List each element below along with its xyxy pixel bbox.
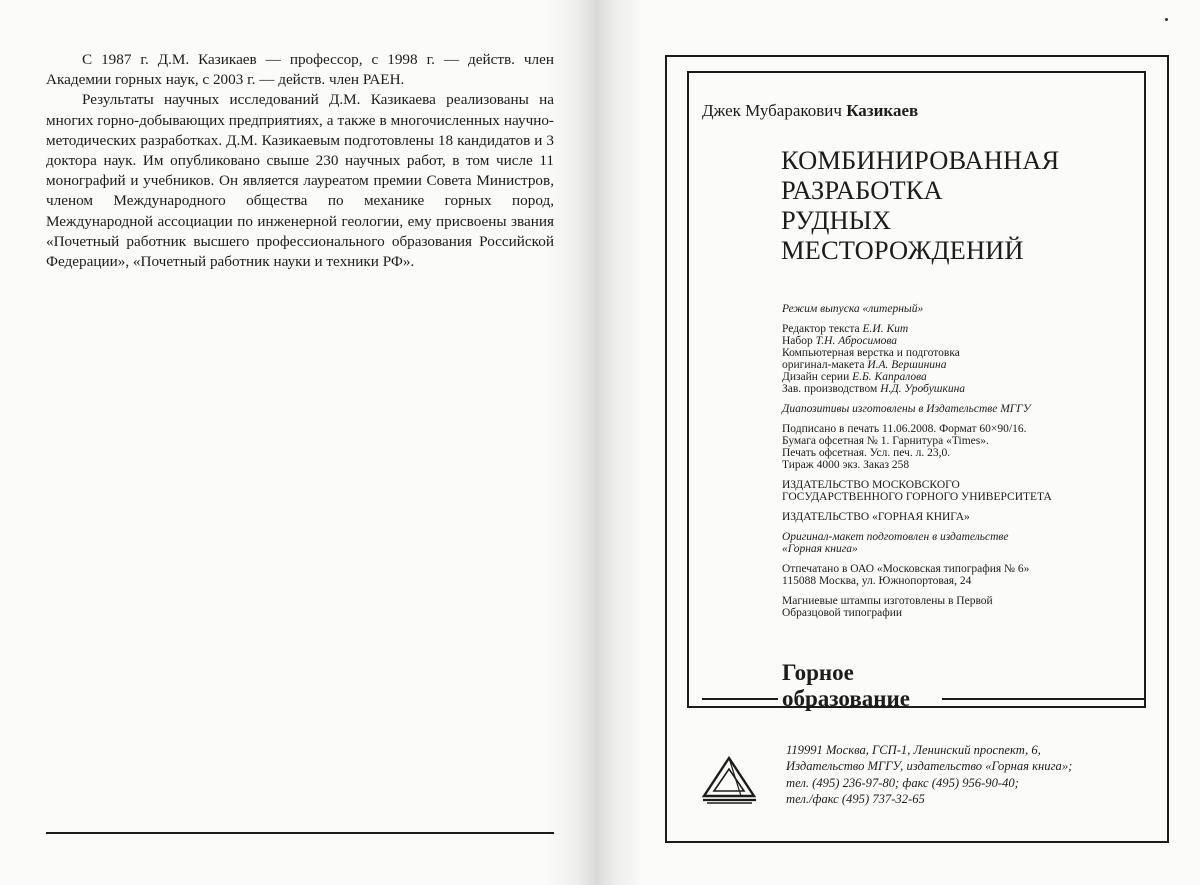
credit-name: Н.Д. Уробушкина — [880, 383, 965, 395]
original-layout-line: Оригинал-макет подготовлен в издательстве — [782, 531, 1142, 543]
book-title — [781, 145, 1059, 265]
print-spec-line: Бумага офсетная № 1. Гарнитура «Times». — [782, 435, 1142, 447]
address-line: тел./факс (495) 737-32-65 — [786, 791, 1072, 807]
printed-at-line: 115088 Москва, ул. Южнопортовая, 24 — [782, 575, 1142, 587]
stamps-line: Образцовой типографии — [782, 607, 1142, 619]
printed-at-line: Отпечатано в ОАО «Московская типография № 6» — [782, 563, 1142, 575]
credit-line — [782, 383, 1142, 395]
series-name — [782, 660, 910, 712]
stamps-line: Магниевые штампы изготовлены в Первой — [782, 595, 1142, 607]
author-first-names: Джек Мубаракович — [702, 101, 842, 120]
credit-role: Зав. производством — [782, 383, 877, 395]
credit-line — [782, 347, 1142, 359]
series-line-2: образование — [782, 686, 910, 712]
credit-name: Е.Б. Капралова — [852, 371, 927, 383]
credit-line — [782, 335, 1142, 347]
credit-line — [782, 371, 1142, 383]
series-line-1: Горное — [782, 660, 910, 686]
credit-line — [782, 323, 1142, 335]
bio-paragraph-2: Результаты научных исследований Д.М. Казикаева реализованы на многих горно-добывающих предприятиях, а также в многочисленных научно-методических разработках. Д.М. Казикаевым подготовлены 18 кандидатов и 3 доктора наук. Им опубликовано свыше 230 научных работ, в том числе 11 монографий и учебников. Он является лауреатом премии Совета Министров, членом Международного общества по механике горных пород, Международной ассоциации по инженерной геологии, ему присвоены звания «Почетный работник высшего профессионального образования Российской Федерации», «Почетный работник науки и техники РФ». — [46, 90, 554, 272]
publisher-mggu — [782, 479, 1142, 503]
print-spec-line: Печать офсетная. Усл. печ. л. 23,0. — [782, 447, 1142, 459]
credit-name: Е.И. Кит — [863, 323, 909, 335]
publisher-line: ГОСУДАРСТВЕННОГО ГОРНОГО УНИВЕРСИТЕТА — [782, 491, 1142, 503]
biography-text — [46, 50, 554, 272]
credit-name: Т.Н. Абросимова — [816, 335, 897, 347]
credit-role: Компьютерная верстка и подготовка — [782, 347, 960, 359]
original-layout-note — [782, 531, 1142, 555]
printed-at — [782, 563, 1142, 587]
address-line: Издательство МГГУ, издательство «Горная книга»; — [786, 758, 1072, 774]
bio-paragraph-1: С 1987 г. Д.М. Казикаев — профессор, с 1998 г. — действ. член Академии горных наук, с 2003 г. — действ. член РАЕН. — [46, 50, 554, 90]
credit-role: Дизайн серии — [782, 371, 849, 383]
publisher-triangle-logo-icon — [701, 752, 759, 804]
title-line: КОМБИНИРОВАННАЯ — [781, 145, 1059, 175]
address-line: 119991 Москва, ГСП-1, Ленинский проспект, 6, — [786, 742, 1072, 758]
print-specs — [782, 423, 1142, 471]
publisher-address — [786, 742, 1072, 808]
left-page — [0, 0, 595, 885]
series-rule-right — [942, 698, 1146, 700]
scan-speck — [1165, 18, 1168, 21]
credit-role: Набор — [782, 335, 813, 347]
title-line: МЕСТОРОЖДЕНИЙ — [781, 235, 1059, 265]
author-surname: Казикаев — [846, 101, 918, 120]
footer-rule — [46, 832, 554, 834]
publisher-line: ИЗДАТЕЛЬСТВО МОСКОВСКОГО — [782, 479, 1142, 491]
print-spec-line: Тираж 4000 экз. Заказ 258 — [782, 459, 1142, 471]
author-line — [702, 101, 918, 121]
release-mode: Режим выпуска «литерный» — [782, 303, 1142, 315]
credits-block — [782, 323, 1142, 395]
credit-role: Редактор текста — [782, 323, 860, 335]
stamps-note — [782, 595, 1142, 619]
credit-line — [782, 359, 1142, 371]
title-line: РУДНЫХ — [781, 205, 1059, 235]
series-rule-left — [702, 698, 778, 700]
credit-name: И.А. Вершинина — [867, 359, 946, 371]
publisher-gornaya-kniga: ИЗДАТЕЛЬСТВО «ГОРНАЯ КНИГА» — [782, 511, 1142, 523]
title-line: РАЗРАБОТКА — [781, 175, 1059, 205]
diapositives-note: Диапозитивы изготовлены в Издательстве МГГУ — [782, 403, 1142, 415]
imprint-info — [782, 303, 1142, 627]
original-layout-line: «Горная книга» — [782, 543, 1142, 555]
address-line: тел. (495) 236-97-80; факс (495) 956-90-40; — [786, 775, 1072, 791]
credit-role: оригинал-макета — [782, 359, 864, 371]
print-spec-line: Подписано в печать 11.06.2008. Формат 60×90/16. — [782, 423, 1142, 435]
